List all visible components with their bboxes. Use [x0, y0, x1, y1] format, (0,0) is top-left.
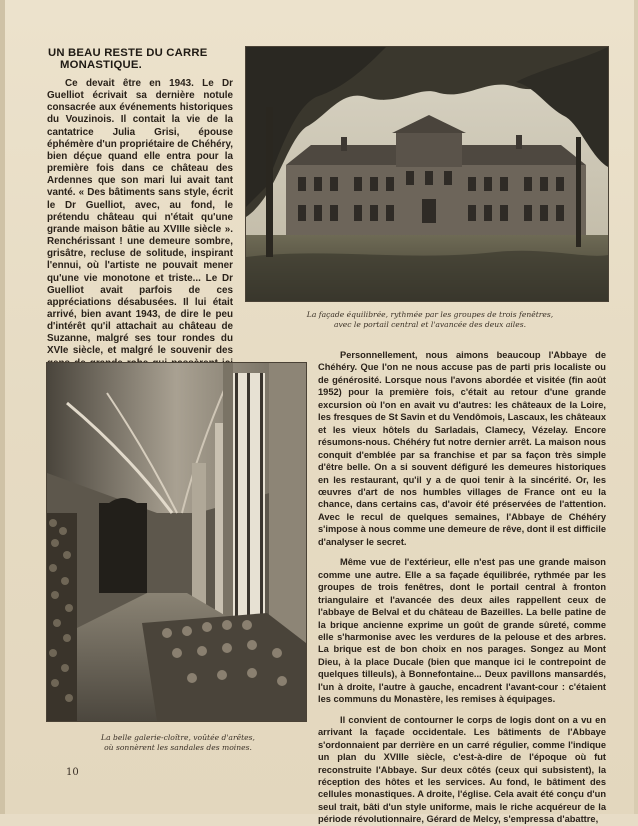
left-column — [47, 78, 233, 382]
right-paragraph-2: Même vue de l'extérieur, elle n'est pas une grande maison comme une autre. Elle a sa façade équilibrée, rythmée par les groupes de trois fenêtres, dont le portail central à fronton triangulaire et l'avancée des deux ailes rappellent ceux de l'abbaye de Belval et du château de Bazeilles. La belle patine de la brique ancienne exprime un goût de grande sûreté, comme elle s'harmonise avec les verdures de la pelouse et des arbres. La brique est de bon choix en nos parages. Songez au Mont Dieu, à la place Ducale (bien que manque ici le contrepoint de quelques tilleuls), à Bonnefontaine... Deux pavillons mansardés, l'un à droite, l'autre à gauche, encadrent l'avant-cour : c'étaient les communs du Monastère, les remises à équipages. — [318, 557, 606, 705]
left-column-paragraph: Ce devait être en 1943. Le Dr Guelliot écrivait sa dernière notule consacrée aux événements historiques du Vouzinois. Il contait la vie de la cantatrice Julia Grisi, épouse éphémère d'un propriétaire de Chéhéry, bien déçue quand elle entra pour la première fois dans ce château des Ardennes que son mari lui avait tant vanté. « Des bâtiments sans style, écrit le Dr Guelliot, avec, au fond, le prétendu château qui n'était qu'une grande maison bâtie au XVIIIe siècle ». Renchérissant ! une demeure sombre, grisâtre, recluse de solitude, inspirant l'ennui, où l'artiste ne pouvait mener qu'une vie monotone et triste... Le Dr Guelliot avait parfois de ces appréciations désabusées. Il lui était arrivé, bien avant 1943, de dire le peu d'intérêt qu'il attachait au château de Suzanne, malgré ses tour rondes du XVIe siècle, et malgré le souvenir des — [47, 78, 233, 357]
page-edge-left — [0, 0, 5, 814]
cloister-gallery-photo — [47, 363, 306, 721]
cloister-photo-caption — [50, 733, 306, 752]
section-heading — [48, 47, 248, 71]
chateau-caption-line-1: La façade équilibrée, rythmée par les groupes de trois fenêtres, — [306, 310, 554, 319]
chateau-caption-line-2: avec le portail central et l'avancée des deux ailes. — [333, 319, 527, 329]
right-column — [318, 349, 606, 826]
cloister-caption-line-1: La belle galerie-cloître, voûtée d'arêtes, — [101, 733, 255, 742]
section-heading-line-2: MONASTIQUE. — [60, 59, 142, 71]
page-edge-right — [634, 0, 638, 814]
right-paragraph-3: Il convient de contourner le corps de logis dont on a vu en arrivant la façade occidentale. Les bâtiments de l'Abbaye s'ordonnaient par derrière en un carré régulier, comme l'indique un plan du XVIIIe siècle, c'est-à-dire de l'époque où fut reconstruite l'Abbaye. Sur deux côtés (ceux qui subsistent), la réception des hôtes et les services. Au fond, le bâtiment des cellules monastiques. A droite, l'église. Cela avait été conçu d'un seul trait, bâti d'un style uniforme, mais le riche acquéreur de la période révolutionnaire, Gérard de Melcy, s'empressa d'abattre, — [318, 714, 606, 825]
chateau-facade-photo — [246, 47, 608, 301]
chateau-photo-caption — [270, 310, 590, 329]
right-paragraph-1: Personnellement, nous aimons beaucoup l'Abbaye de Chéhéry. Que l'on ne nous accuse pas de parti pris localiste ou de générosité. Lorsque nous l'avons abordée et visitée (fin août 1952) pour la première fois, c'était au retour d'une grande excursion où l'on en avait vu d'autres: les châteaux de la Loire, les fresques de St Savin et du Vendômois, Lascaux, les châteaux et les vieux hôtels du Sarladais, Clamecy, Vézelay. Encore résumons-nous. Chéhéry fut notre dernier arrêt. La maison nous conquit d'emblée par sa franchise et par sa façon très simple d'être belle. On a si souvent défiguré les demeures historiques en les restaurant, qu'il y a de quoi tenir à la sincérité. Or, les œuvres d'art de nos humbles villages de France ont eu la chance, dans certains cas, d'avoir été préservées de l'attention. Avec le recul de quelques semaines, l'Abbaye de Chéhéry s'impose à nous comme une demeure de rêve, dont il est difficile d'analyser le secret. — [318, 350, 606, 547]
cloister-caption-line-2: où sonnèrent les sandales des moines. — [104, 742, 252, 752]
section-heading-line-1: UN BEAU RESTE DU CARRE — [48, 47, 208, 59]
page-number: 10 — [66, 767, 79, 778]
